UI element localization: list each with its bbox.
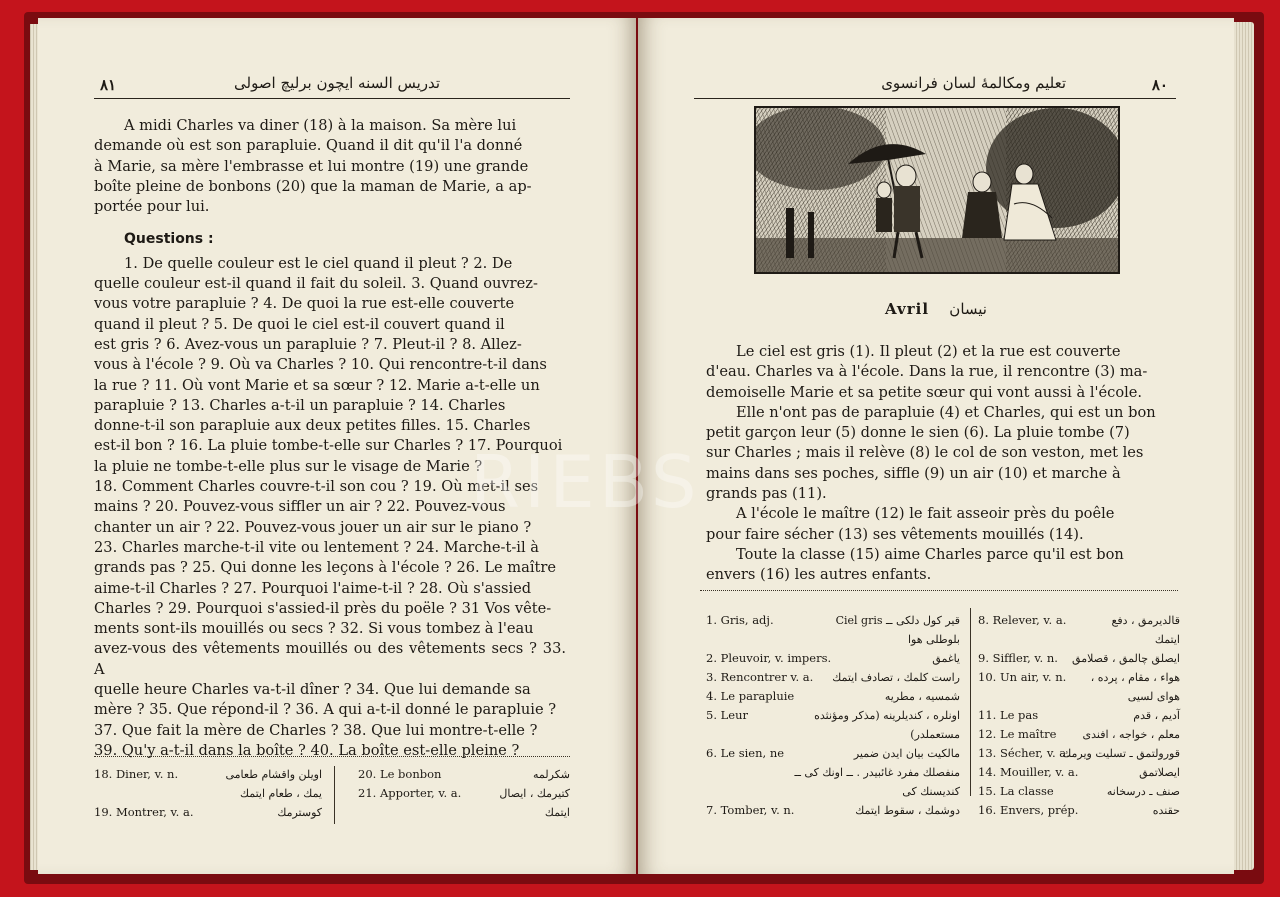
- glossary-entry: [358, 768, 570, 782]
- text-line: sur Charles ; mais il relève (8) le col de son veston, met les: [706, 444, 1144, 462]
- glossary-column: [706, 614, 960, 823]
- glossary-entry: [706, 785, 960, 799]
- glossary-translation: ايتمك: [544, 806, 570, 819]
- glossary-entry: [706, 614, 960, 628]
- glossary-entry: [706, 671, 960, 685]
- text-line: ments sont-ils mouillés ou secs ? 32. Si vous tombez à l'eau: [94, 620, 534, 638]
- glossary-separator: [94, 756, 570, 757]
- glossary-translation: معلم ، خواجه ، افندى: [1082, 728, 1180, 741]
- glossary-column: [358, 768, 570, 825]
- watermark: RIEBS: [470, 440, 701, 524]
- month-title-translation: نيسان: [949, 300, 987, 318]
- glossary-translation: شكرلمه: [533, 768, 570, 781]
- glossary-term: 12. Le maître: [978, 727, 1057, 741]
- running-title: تعليم ومكالمهٔ لسان فرانسوى: [881, 74, 1066, 92]
- glossary-term: 15. La classe: [978, 784, 1054, 798]
- glossary-term: 6. Le sien, ne: [706, 746, 785, 760]
- glossary-term: 18. Diner, v. n.: [94, 767, 179, 781]
- text-line: boîte pleine de bonbons (20) que la maman de Marie, a ap-: [94, 177, 532, 195]
- glossary-translation: راست كلمك ، تصادف ايتمك: [832, 671, 960, 684]
- text-line: à Marie, sa mère l'embrasse et lui montre (19) une grande: [94, 157, 529, 175]
- glossary-entry: [978, 747, 1180, 761]
- glossary-entry: [978, 614, 1180, 628]
- glossary-entry: [706, 633, 960, 647]
- glossary-translation: قورولتمق ـ تسليت ويرمك: [1062, 747, 1180, 760]
- left-page: [38, 18, 636, 874]
- text-line: mains ? 20. Pouvez-vous siffler un air ? 22. Pouvez-vous: [94, 498, 506, 516]
- glossary-term: 14. Mouiller, v. a.: [978, 765, 1079, 779]
- glossary-entry: [978, 766, 1180, 780]
- glossary-term: 16. Envers, prép.: [978, 803, 1079, 817]
- glossary-term: 9. Siffler, v. n.: [978, 651, 1058, 665]
- text-line: portée pour lui.: [94, 198, 210, 216]
- text-line: Elle n'ont pas de parapluie (4) et Charles, qui est un bon: [736, 403, 1156, 421]
- text-line: est-il bon ? 16. La pluie tombe-t-elle sur Charles ? 17. Pourquoi: [94, 437, 563, 455]
- glossary-entry: [706, 690, 960, 704]
- glossary-entry: [706, 804, 960, 818]
- glossary-translation: اونلره ، كنديلرينه (مذكر ومؤنثده: [814, 709, 960, 722]
- glossary-term: 4. Le parapluie: [706, 689, 795, 703]
- glossary-term: 20. Le bonbon: [358, 767, 442, 781]
- glossary-entry: [94, 787, 322, 801]
- text-line: donne-t-il son parapluie aux deux petites filles. 15. Charles: [94, 417, 531, 435]
- text-line: demande où est son parapluie. Quand il dit qu'il l'a donné: [94, 137, 523, 155]
- glossary-entry: [358, 806, 570, 820]
- glossary-translation: ايصلاتمق: [1139, 766, 1180, 779]
- right-page: [638, 18, 1234, 874]
- glossary-entry: [94, 768, 322, 782]
- left-glossary: [94, 768, 570, 828]
- glossary-translation: كتيرمك ، ايصال: [499, 787, 570, 800]
- questions-heading: Questions :: [124, 231, 214, 248]
- text-line: 39. Qu'y a-t-il dans la boîte ? 40. La boîte est-elle pleine ?: [94, 741, 520, 759]
- glossary-entry: [978, 785, 1180, 799]
- glossary-translation: مستعملدر): [910, 728, 960, 741]
- text-line: la pluie ne tombe-t-elle plus sur le visage de Marie ?: [94, 457, 483, 475]
- glossary-entry: [978, 728, 1180, 742]
- engraving-illustration: [754, 106, 1120, 274]
- right-glossary: [706, 613, 1180, 817]
- text-line: mains dans ses poches, siffle (9) un air (10) et marche à: [706, 464, 1121, 482]
- glossary-translation: بلوطلى هوا: [908, 633, 960, 646]
- glossary-translation: قالديرمق ، دفع: [1111, 614, 1180, 627]
- glossary-term: 5. Leur: [706, 708, 748, 722]
- glossary-translation: آديم ، قدم: [1133, 709, 1180, 722]
- glossary-column: [94, 768, 322, 825]
- glossary-divider: [334, 766, 335, 824]
- glossary-translation: ايتمك: [1154, 633, 1180, 646]
- glossary-translation: يمك ، طعام ايتمك: [239, 787, 322, 800]
- glossary-entry: [978, 633, 1180, 647]
- text-line: 1. De quelle couleur est le ciel quand il pleut ? 2. De: [124, 254, 513, 272]
- text-line: grands pas (11).: [706, 485, 827, 503]
- reading-text: [706, 342, 1176, 586]
- text-line: vous à l'école ? 9. Où va Charles ? 10. Qui rencontre-t-il dans: [94, 356, 547, 374]
- glossary-entry: [978, 709, 1180, 723]
- glossary-entry: [978, 804, 1180, 818]
- glossary-entry: [706, 652, 960, 666]
- text-line: la rue ? 11. Où vont Marie et sa sœur ? 12. Marie a-t-elle un: [94, 376, 540, 394]
- glossary-term: 1. Gris, adj.: [706, 613, 774, 627]
- left-page-text: [94, 116, 566, 761]
- glossary-entry: [706, 766, 960, 780]
- running-title: تدريس السنه ايچون برليچ اصولى: [234, 74, 441, 92]
- text-line: quelle couleur est-il quand il fait du soleil. 3. Quand ouvrez-: [94, 275, 538, 293]
- text-line: A l'école le maître (12) le fait asseoir près du poêle: [736, 505, 1115, 523]
- glossary-translation: حقنده: [1152, 804, 1180, 817]
- right-page-header: [694, 74, 1176, 99]
- glossary-translation: كنديسنك كى: [902, 785, 960, 798]
- month-title: Avril: [885, 300, 930, 318]
- text-line: quand il pleut ? 5. De quoi le ciel est-il couvert quand il: [94, 315, 505, 333]
- text-line: chanter un air ? 22. Pouvez-vous jouer un air sur le piano ?: [94, 518, 532, 536]
- text-line: 23. Charles marche-t-il vite ou lentement ? 24. Marche-t-il à: [94, 538, 539, 556]
- glossary-translation: ايصلق چالمق ، قصلامق: [1072, 652, 1180, 665]
- page-number: ٨١: [100, 76, 117, 94]
- glossary-separator: [700, 590, 1178, 591]
- text-line: petit garçon leur (5) donne le sien (6). La pluie tombe (7): [706, 424, 1130, 442]
- glossary-translation: قير كول دلكى ــ Ciel gris: [835, 614, 960, 627]
- glossary-translation: مالكيت بيان ايدن ضمير: [853, 747, 960, 760]
- glossary-translation: كوسترمك: [277, 806, 322, 819]
- text-line: vous votre parapluie ? 4. De quoi la rue est-elle couverte: [94, 295, 515, 313]
- glossary-entry: [706, 747, 960, 761]
- glossary-translation: هواى لسيى: [1127, 690, 1180, 703]
- glossary-translation: اويلن واقشام طعامى: [225, 768, 322, 781]
- glossary-entry: [706, 709, 960, 723]
- page-number: ٨٠: [1151, 76, 1168, 94]
- text-line: avez-vous des vêtements mouillés ou des vêtements secs ? 33. A: [94, 640, 566, 678]
- glossary-entry: [978, 652, 1180, 666]
- glossary-term: 8. Relever, v. a.: [978, 613, 1067, 627]
- text-line: 18. Comment Charles couvre-t-il son cou ? 19. Où met-il ses: [94, 478, 539, 496]
- glossary-entry: [706, 728, 960, 742]
- glossary-translation: ياغمق: [932, 652, 960, 665]
- right-page-edges: [1234, 22, 1254, 870]
- text-line: mère ? 35. Que répond-il ? 36. A qui a-t-il donné le parapluie ?: [94, 701, 557, 719]
- glossary-term: 11. Le pas: [978, 708, 1039, 722]
- glossary-term: 21. Apporter, v. a.: [358, 786, 462, 800]
- text-line: A midi Charles va diner (18) à la maison. Sa mère lui: [124, 117, 517, 134]
- glossary-term: 13. Sécher, v. a.: [978, 746, 1070, 760]
- glossary-translation: دوشمك ، سقوط ايتمك: [855, 804, 960, 817]
- glossary-term: 7. Tomber, v. n.: [706, 803, 795, 817]
- glossary-entry: [978, 671, 1180, 685]
- text-line: Toute la classe (15) aime Charles parce qu'il est bon: [736, 545, 1124, 563]
- text-line: 37. Que fait la mère de Charles ? 38. Que lui montre-t-elle ?: [94, 721, 538, 739]
- lesson-title: [638, 300, 1234, 318]
- text-line: Charles ? 29. Pourquoi s'assied-il près du poële ? 31 Vos vête-: [94, 599, 552, 617]
- glossary-entry: [358, 787, 570, 801]
- text-line: aime-t-il Charles ? 27. Pourquoi l'aime-t-il ? 28. Où s'assied: [94, 579, 532, 597]
- left-page-header: [94, 74, 570, 99]
- glossary-translation: شمسيه ، مطريه: [884, 690, 960, 703]
- text-line: quelle heure Charles va-t-il dîner ? 34. Que lui demande sa: [94, 681, 531, 699]
- text-line: est gris ? 6. Avez-vous un parapluie ? 7. Pleut-il ? 8. Allez-: [94, 335, 522, 353]
- text-line: pour faire sécher (13) ses vêtements mouillés (14).: [706, 525, 1084, 543]
- text-line: grands pas ? 25. Qui donne les leçons à l'école ? 26. Le maître: [94, 559, 556, 577]
- glossary-term: 2. Pleuvoir, v. impers.: [706, 651, 832, 665]
- glossary-term: 19. Montrer, v. a.: [94, 805, 194, 819]
- intro-paragraph: [94, 116, 566, 217]
- text-line: envers (16) les autres enfants.: [706, 566, 932, 584]
- glossary-term: 3. Rencontrer v. a.: [706, 670, 814, 684]
- glossary-column: [978, 614, 1180, 823]
- glossary-translation: منفصلك مفرد غائبيدر . ــ اونك كى ــ: [794, 766, 960, 779]
- glossary-term: 10. Un air, v. n.: [978, 670, 1067, 684]
- glossary-translation: هواء ، مقام ، پرده ،: [1090, 671, 1180, 684]
- glossary-entry: [978, 690, 1180, 704]
- glossary-entry: [94, 806, 322, 820]
- text-line: demoiselle Marie et sa petite sœur qui vont aussi à l'école.: [706, 383, 1143, 401]
- questions-paragraph: [94, 254, 566, 761]
- text-line: d'eau. Charles va à l'école. Dans la rue, il rencontre (3) ma-: [706, 363, 1148, 381]
- text-line: parapluie ? 13. Charles a-t-il un parapluie ? 14. Charles: [94, 396, 506, 414]
- glossary-divider: [970, 608, 971, 796]
- glossary-translation: صنف ـ درسخانه: [1106, 785, 1180, 798]
- text-line: Le ciel est gris (1). Il pleut (2) et la rue est couverte: [736, 343, 1121, 360]
